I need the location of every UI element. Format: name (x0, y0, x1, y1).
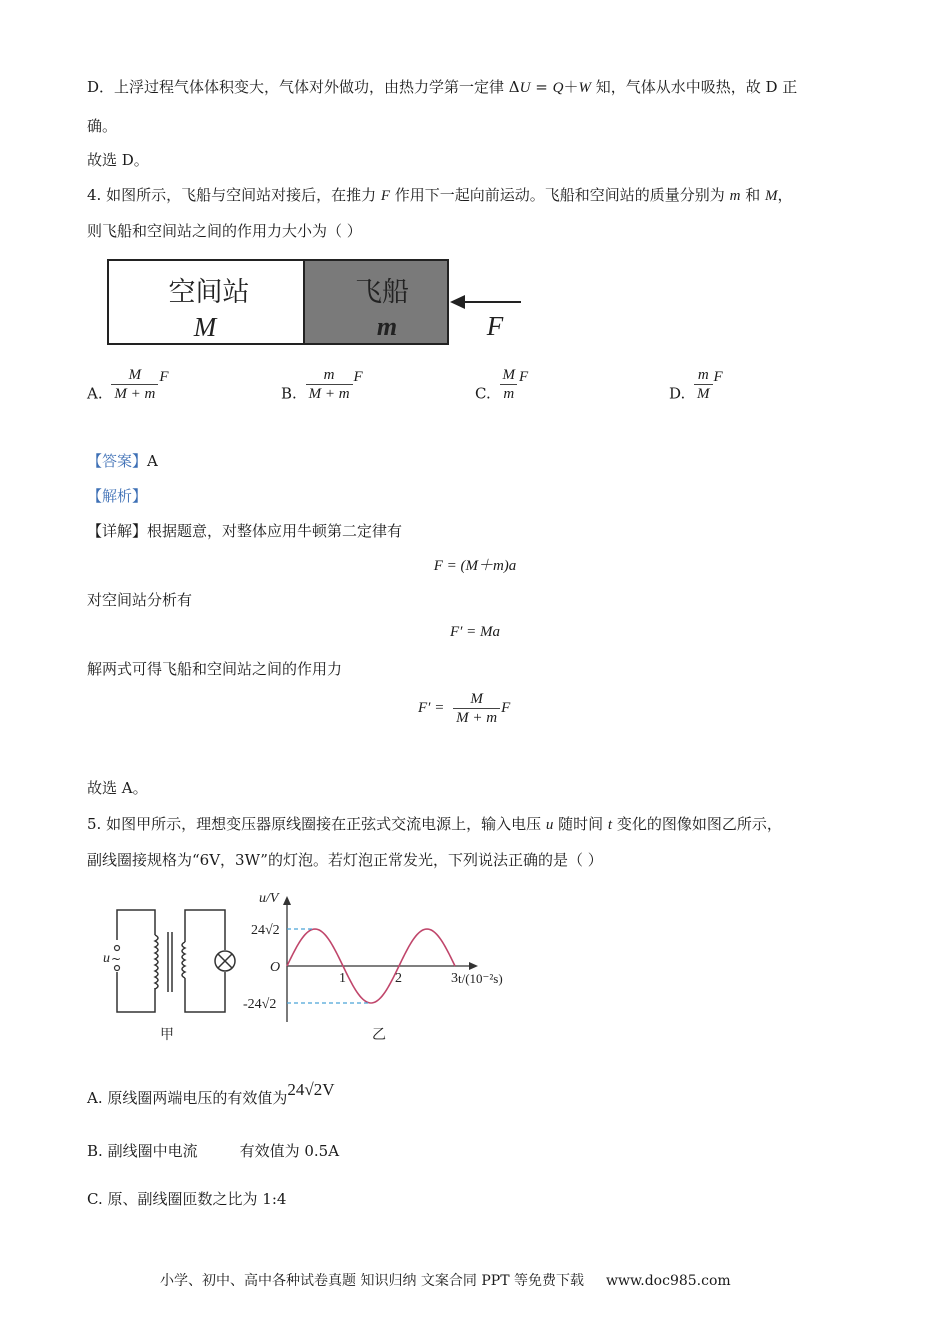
q4-stem-line2: 则飞船和空间站之间的作用力大小为（ ） (87, 222, 362, 240)
force-label: F (486, 311, 504, 341)
para-d-line2: 确。 (87, 117, 118, 135)
ship-mass: m (376, 312, 398, 341)
x-tick-label: 1 (339, 971, 346, 986)
y-axis-label: u/V (259, 891, 279, 906)
q4-analysis-tag: 【解析】 (87, 487, 148, 505)
station-mass: M (193, 312, 217, 342)
q5-option-a-value: 24√2V (287, 1080, 335, 1099)
q4-choice: 故选 A。 (87, 779, 148, 797)
y-tick-label: -24√2 (243, 997, 277, 1012)
force-arrowhead (450, 295, 465, 309)
q4-stem-line1: 4. 如图所示，飞船与空间站对接后，在推力 F 作用下一起向前运动。飞船和空间站的质量分别为 m 和 M， (87, 186, 793, 204)
q4-answer: 【答案】A (87, 452, 158, 470)
lamp-icon (215, 951, 235, 971)
q5-transformer-diagram (95, 900, 255, 1050)
q5-option-a[interactable]: A. 原线圈两端电压的有效值为24√2V (87, 1080, 335, 1107)
q5-option-b[interactable]: B. 副线圈中电流 有效值为 0.5A (87, 1142, 340, 1160)
x-tick-label: 2 (395, 971, 402, 986)
q4-option-d[interactable]: D. $\frac{m}{M}$ F (669, 367, 723, 403)
q4-eq3: F′ = $\frac{M}{M + m}$ F (418, 691, 511, 726)
q4-text2: 对空间站分析有 (87, 591, 193, 609)
x-tick-label: 3 (451, 971, 458, 986)
q4-eq2: F′ = Ma (449, 624, 501, 640)
q4-detail: 【详解】根据题意，对整体应用牛顿第二定律有 (87, 522, 403, 540)
q4-figure (105, 257, 535, 349)
station-label: 空间站 (168, 277, 250, 308)
q4-option-a[interactable]: A. $\frac{M}{M + m}$ F (87, 367, 169, 403)
footer-site-link[interactable]: www.doc985.com (605, 1273, 731, 1289)
q4-option-b[interactable]: B. $\frac{m}{M + m}$ F (281, 367, 363, 403)
q5-stem-line2: 副线圈接规格为“6V，3W”的灯泡。若灯泡正常发光，下列说法正确的是（ ） (87, 851, 603, 869)
x-axis-label: t/(10⁻²s) (458, 971, 503, 986)
y-tick-label: 24√2 (251, 923, 280, 938)
para-d-choice: 故选 D。 (87, 151, 149, 169)
page-footer: 小学、初中、高中各种试卷真题 知识归纳 文案合同 PPT 等免费下载 www.doc985.com (160, 1273, 731, 1289)
origin-label: O (270, 960, 281, 975)
q4-option-c[interactable]: C. $\frac{M}{m}$ F (475, 367, 529, 403)
source-symbol: ~ (111, 952, 122, 966)
y-axis-arrowhead (283, 896, 291, 905)
q5-voltage-chart (240, 888, 530, 1050)
q5-stem-line1: 5. 如图甲所示，理想变压器原线圈接在正弦式交流电源上，输入电压 u 随时间 t 变化的图像如图乙所示， (87, 815, 782, 833)
source-label: u (103, 951, 110, 966)
fig-left-caption: 甲 (160, 1027, 174, 1043)
ship-label: 飞船 (355, 277, 409, 308)
q4-text3: 解两式可得飞船和空间站之间的作用力 (87, 660, 343, 678)
q5-option-c[interactable]: C. 原、副线圈匝数之比为 1:4 (87, 1190, 287, 1208)
para-d-line1: D．上浮过程气体体积变大，气体对外做功，由热力学第一定律 ΔU = Q＋W 知，气体从水中吸热，故 D 正 (87, 78, 798, 96)
x-axis-arrowhead (469, 962, 478, 970)
q4-eq1: F = (M＋m)a (433, 558, 517, 574)
fig-right-caption: 乙 (372, 1027, 386, 1043)
